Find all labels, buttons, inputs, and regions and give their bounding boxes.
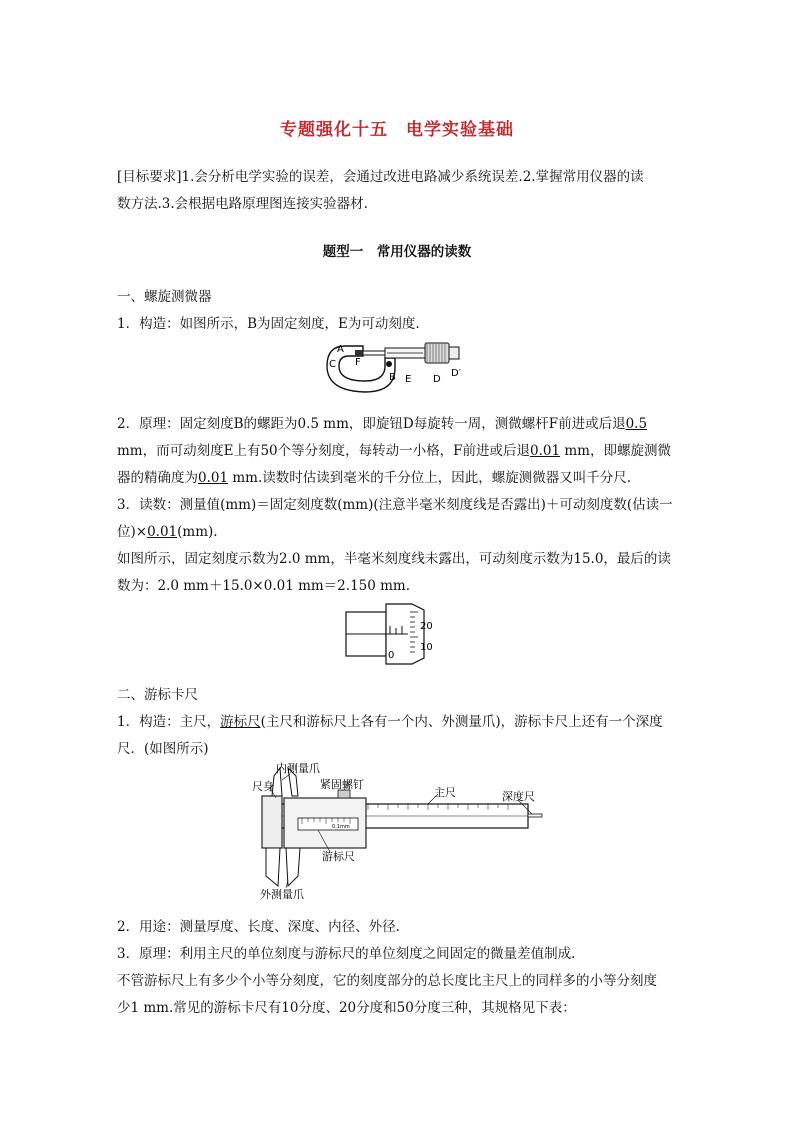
label-F: F — [355, 357, 361, 368]
label-locking-screw: 紧固螺钉 — [320, 778, 364, 791]
label-C: C — [329, 359, 336, 370]
label-vernier: 游标尺 — [322, 850, 355, 863]
micrometer-reading-figure — [344, 602, 452, 666]
label-outer-jaw: 外测量爪 — [260, 888, 304, 900]
label-D: D — [433, 374, 441, 385]
label-B: B — [389, 372, 396, 383]
caliper-use: 2．用途：测量厚度、长度、深度、内径、外径. — [117, 919, 400, 935]
goals-line-1 — [117, 165, 644, 185]
caliper-heading: 二、游标卡尺 — [117, 687, 198, 703]
label-depth-rod: 深度尺 — [502, 790, 535, 803]
thimble-label-10: 10 — [420, 642, 433, 653]
precision-mark: 0.1mm — [332, 824, 350, 830]
caliper-construct-2: 尺．(如图所示) — [117, 741, 209, 757]
label-body: 尺身 — [252, 780, 274, 793]
reading-line-1: 3．读数：测量值(mm)＝固定刻度数(mm)(注意半毫米刻度线是否露出)＋可动刻度数(估读一 — [117, 497, 673, 513]
thimble-label-20: 20 — [420, 621, 433, 632]
label-main-scale: 主尺 — [434, 786, 456, 799]
caliper-principle-detail-1: 不管游标尺上有多少个小等分刻度，它的刻度部分的总长度比主尺上的同样多的小等分刻度 — [117, 973, 657, 989]
caliper-principle-detail-2: 少1 mm.常见的游标卡尺有10分度、20分度和50分度三种，其规格见下表： — [117, 1000, 576, 1016]
micrometer-construct: 1．构造：如图所示，B为固定刻度，E为可动刻度. — [117, 316, 420, 332]
principle-line-1: 2．原理：固定刻度B的螺距为0.5 mm，即旋钮D每旋转一周，测微螺杆F前进或后退0.5 — [117, 416, 648, 432]
caliper-construct-1: 1．构造：主尺，游标尺(主尺和游标尺上各有一个内、外测量爪)，游标卡尺上还有一个深度 — [117, 714, 663, 730]
caliper-figure — [248, 760, 548, 900]
label-A: A — [337, 344, 344, 355]
label-E: E — [405, 374, 412, 385]
label-D-prime: D′ — [451, 368, 461, 379]
label-inner-jaw: 内测量爪 — [276, 762, 320, 775]
section-heading: 题型一 常用仪器的读数 — [322, 244, 472, 260]
sleeve-label-0: 0 — [388, 650, 395, 661]
principle-line-3: 器的精确度为0.01 mm.读数时估读到毫米的千分位上，因此，螺旋测微器又叫千分尺. — [117, 470, 632, 486]
caliper-principle: 3．原理：利用主尺的单位刻度与游标尺的单位刻度之间固定的微量差值制成. — [117, 946, 576, 962]
goals-line-2: 数方法.3.会根据电路原理图连接实验器材. — [117, 196, 368, 212]
principle-line-2: mm，而可动刻度E上有50个等分刻度，每转动一小格，F前进或后退0.01 mm，即螺旋测微 — [117, 443, 671, 459]
example-line-1: 如图所示，固定刻度示数为2.0 mm，半毫米刻度线未露出，可动刻度示数为15.0，最后的读 — [117, 551, 671, 567]
example-line-2: 数为：2.0 mm＋15.0×0.01 mm＝2.150 mm. — [117, 578, 411, 594]
micrometer-heading: 一、螺旋测微器 — [117, 289, 212, 305]
page-title: 专题强化十五 电学实验基础 — [280, 120, 514, 140]
goals-text-1: 1.会分析电学实验的误差，会通过改进电路减少系统误差.2.掌握常用仪器的读 — [181, 169, 644, 185]
reading-line-2: 位)×0.01(mm). — [117, 524, 218, 540]
goals-tag: [目标要求] — [117, 169, 182, 185]
micrometer-figure — [325, 336, 475, 398]
